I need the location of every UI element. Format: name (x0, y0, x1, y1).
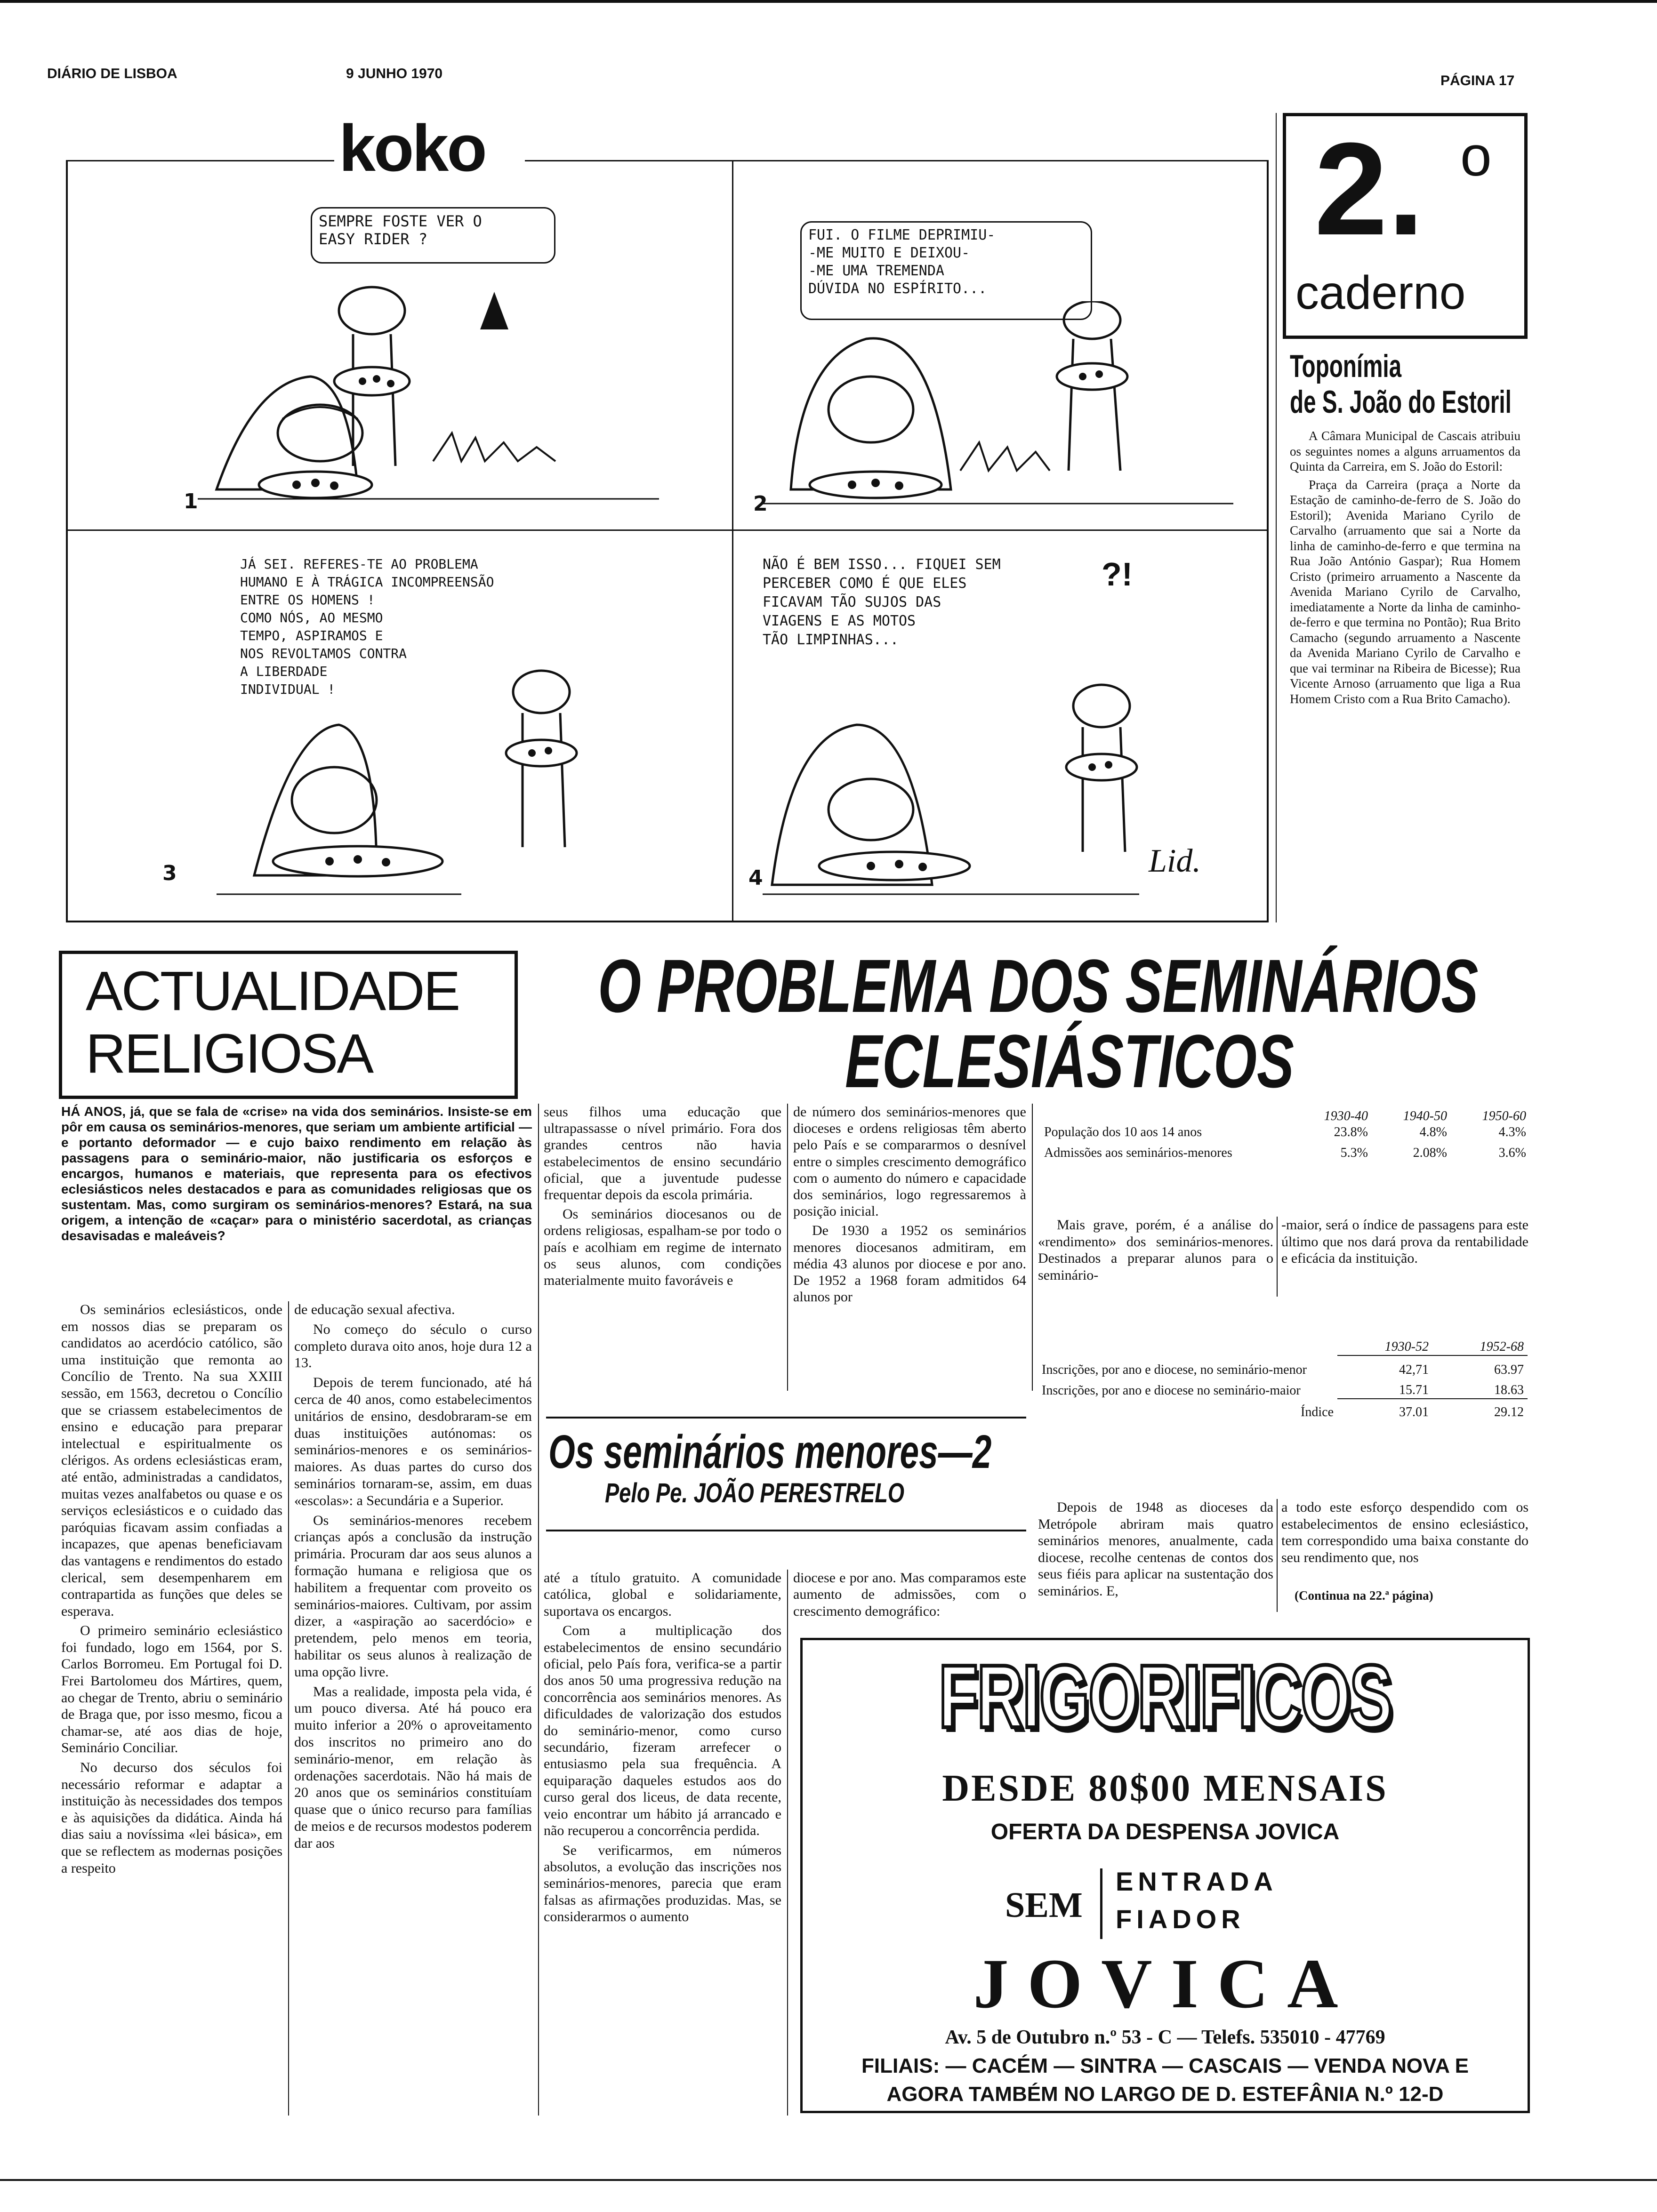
paragraph: Se verificarmos, em números absolutos, a evolução das inscrições nos seminários-menores, parecia que eram falsas as afirmações produzidas. Mas, se considerarmos o aumento (544, 1842, 781, 1925)
article-mid-right: -maior, será o índice de passagens para este último que nos dará prova da rentabilidade e eficácia da instituição. (1281, 1217, 1528, 1266)
newspaper-name: DIÁRIO DE LISBOA (47, 66, 177, 81)
ad-branches: FILIAIS: — CACÉM — SINTRA — CASCAIS — VENDA NOVA E (861, 2054, 1469, 2077)
table-header: 1930-52 (1337, 1339, 1432, 1355)
section-line-2: RELIGIOSA (86, 1023, 373, 1085)
speech-bubble: SEMPRE FOSTE VER O EASY RIDER ? (311, 207, 555, 264)
paragraph: O primeiro seminário eclesiástico foi fundado, logo em 1564, por S. Carlos Borromeu. Em Portugal foi D. Frei Bartolomeu dos Mártires, quem, ao chegar de Trento, abriu o seminário de Braga que, por isso mesmo, ficou a chamar-se, até aos dias de hoje, Seminário Conciliar. (61, 1623, 282, 1756)
article-headline-line-1: O PROBLEMA DOS SEMINÁRIOS (598, 944, 1479, 1028)
byline: Pelo Pe. JOÃO PERESTRELO (605, 1478, 905, 1508)
paragraph: No decurso dos séculos foi necessário reformar e adaptar a instituição às necessidades dos tempos e às aquisições da didática. Ainda há dias saiu a novíssima «lei básica», em que se reflectem as modernas posições a respeito (61, 1760, 282, 1876)
cell: 23.8% (1334, 1125, 1368, 1139)
cell: 4.3% (1498, 1125, 1526, 1139)
ad-store-name: JOVICA (973, 1945, 1357, 2023)
caderno-number: 2. (1314, 116, 1424, 263)
caderno-box (1283, 113, 1528, 339)
row-label: População dos 10 aos 14 anos (1044, 1125, 1202, 1139)
continued-note: (Continua na 22.ª página) (1295, 1588, 1433, 1603)
row-label: Inscrições, por ano e diocese no seminário-maior (1042, 1383, 1301, 1398)
paragraph: De 1930 a 1952 os seminários menores diocesanos admitiram, em média 43 alunos por diocese e por ano. De 1952 a 1968 foram admitidos 64 alunos por (793, 1223, 1026, 1305)
article-column-4-top (793, 1104, 1026, 1308)
toponimia-title-line-1: Toponímia (1290, 348, 1402, 384)
speech-text: NÃO É BEM ISSO... FIQUEI SEM PERCEBER COMO É QUE ELES FICAVAM TÃO SUJOS DAS VIAGENS E AS MOTOS TÃO LIMPINHAS... (763, 556, 1001, 648)
ad-brand: FRIGORIFICOS (938, 1647, 1392, 1747)
toponimia-title-line-2: de S. João do Estoril (1290, 384, 1512, 420)
paragraph: seus filhos uma educação que ultrapassasse o nível primário. Fora dos grandes centros não havia estabelecimentos de ensino secundário oficial, que a juventude pudesse frequentar depois da escola primária. (544, 1104, 781, 1203)
article-headline-line-2: ECLESIÁSTICOS (845, 1019, 1294, 1103)
table-header: 1940-50 (1403, 1109, 1447, 1123)
panel-number: 1 (184, 489, 198, 513)
comic-title: koko (339, 111, 485, 185)
article-bottom-left: Depois de 1948 as dioceses da Metrópole abriram mais quatro seminários menores, anualmente, cada diocese, recolhe centenas de contos dos seus fiéis para aplicar na sustentação dos seminários. E, (1038, 1499, 1273, 1599)
table-header: 1952-68 (1432, 1339, 1528, 1355)
caveman-scene-illustration (198, 659, 668, 904)
stats-table-1 (1040, 1108, 1530, 1161)
row-label: Admissões aos seminários-menores (1044, 1146, 1232, 1160)
table-row (1040, 1124, 1530, 1140)
cell: 4.8% (1419, 1125, 1447, 1139)
panel-number: 2 (753, 492, 768, 516)
cell: 18.63 (1494, 1383, 1524, 1397)
caveman-scene-illustration (763, 301, 1252, 518)
ad-address: Av. 5 de Outubro n.º 53 - C — Telefs. 535010 - 47769 (945, 2027, 1385, 2048)
paragraph: diocese e por ano. Mas comparamos este aumento de admissões, com o crescimento demográfico: (793, 1570, 1026, 1619)
cell: 29.12 (1432, 1399, 1528, 1420)
paragraph: Com a multiplicação dos estabelecimentos de ensino secundário oficial, pelo País fora, verifica-se a partir dos anos 50 uma progressiva redução na concorrência aos seminários menores. As dificuldades de valorização dos estudos do seminário-menor, como curso secundário, fizeram arrefecer o entusiasmo pela sua frequência. A equiparação daqueles estudos aos do curso geral dos liceus, de data recente, veio encontrar um hábito já arrancado e não recuperou a concorrência perdida. (544, 1623, 781, 1839)
paragraph: de número dos seminários-menores que dioceses e ordens religiosas têm aberto pelo País e se compararmos o desnível entre o simples crescimento demográfico com o aumento do número e capacidade dos seminários, logo regressaremos à posição inicial. (793, 1104, 1026, 1219)
table-row (1038, 1399, 1528, 1420)
cell: 42,71 (1399, 1362, 1429, 1377)
cell: 37.01 (1337, 1399, 1432, 1420)
artist-signature: Lid. (1149, 843, 1201, 879)
caveman-scene-illustration (198, 264, 668, 518)
page-number: PÁGINA 17 (1440, 73, 1515, 88)
ad-also: AGORA TAMBÉM NO LARGO DE D. ESTEFÂNIA N.º 12-D (886, 2083, 1444, 2106)
caderno-degree: o (1460, 125, 1492, 188)
table-header: 1930-40 (1324, 1109, 1368, 1123)
caderno-label: caderno (1295, 266, 1466, 319)
article-column-1 (61, 1301, 282, 1879)
ad-fiador: FIADOR (1116, 1904, 1245, 1934)
toponimia-title (1290, 348, 1512, 420)
article-column-3-bottom (544, 1570, 781, 1928)
article-column-3-top (544, 1104, 781, 1291)
speech-bubble: FUI. O FILME DEPRIMIU- -ME MUITO E DEIXOU- -ME UMA TREMENDA DÚVIDA NO ESPÍRITO... (800, 221, 1092, 320)
paragraph: No começo do século o curso completo durava oito anos, hoje dura 12 a 13. (294, 1321, 532, 1371)
paragraph: de educação sexual afectiva. (294, 1302, 455, 1317)
paragraph: Depois de terem funcionado, até há cerca de 40 anos, como estabelecimentos unitários de ensino, desdobraram-se em duas instituições autónomas: os seminários-menores e os seminários-maiores. As duas partes do curso dos seminários tornaram-se, assim, em duas «escolas»: a Secundária e a Superior. (294, 1375, 532, 1508)
reply-text: ?! (1102, 556, 1133, 593)
table-header: 1950-60 (1482, 1109, 1526, 1123)
paragraph: Mas a realidade, imposta pela vida, é um pouco diversa. Até há pouco era muito inferior a 20% o aproveitamento dos inscritos no primeiro ano do seminário-menor, em relação às ordenações sacerdotais. Não há mais de 20 anos que os seminários constituíam quase que o único recurso para famílias de meios e de recursos modestos poderem dar aos (294, 1683, 532, 1851)
article-column-4-bottom (793, 1570, 1026, 1622)
panel-number: 4 (748, 866, 763, 890)
article-mid-left: Mais grave, porém, é a análise do «rendimento» dos seminários-menores. Destinados a preparar alunos para o seminário- (1038, 1217, 1273, 1283)
ad-price: DESDE 80$00 MENSAIS (942, 1768, 1388, 1809)
panel-number: 3 (162, 861, 177, 885)
cell: 5.3% (1340, 1146, 1368, 1160)
ad-offer: OFERTA DA DESPENSA JOVICA (990, 1819, 1340, 1844)
table-row (1040, 1140, 1530, 1161)
sub-headline: Os seminários menores—2 (548, 1426, 992, 1478)
cell: 2.08% (1413, 1146, 1447, 1160)
advertisement (800, 1638, 1530, 2113)
table-row (1038, 1378, 1528, 1399)
article-column-2 (294, 1301, 532, 1855)
cell: 63.97 (1494, 1362, 1524, 1377)
row-label: Inscrições, por ano e diocese, no seminário-menor (1042, 1362, 1307, 1377)
paragraph: até a título gratuito. A comunidade católica, global e solidariamente, suportava os encargos. (544, 1570, 781, 1619)
row-label: Índice (1301, 1405, 1334, 1419)
table-row (1038, 1355, 1528, 1378)
article-bottom-right: a todo este esforço despendido com os estabelecimentos de ensino eclesiástico, tem correspondido uma baixa constante do seu rendimento que, nos (1281, 1499, 1528, 1565)
paragraph: Os seminários diocesanos ou de ordens religiosas, espalham-se por todo o país e acolhiam em regime de internato os seus alunos, com condições materialmente muito favoráveis e (544, 1206, 781, 1289)
article-lead: HÁ ANOS, já, que se fala de «crise» na vida dos seminários. Insiste-se em pôr em causa os seminários-menores, que seriam um ambiente artificial — e portanto deformador — e cujo baixo rendimento em relação às passagens para o seminário-maior, não justificaria os esforços e encargos, humanos e materiais, que representa para os efectivos eclesiásticos neles destacados e para as comunidades religiosas que os sustentam. Mas, como surgiram os seminários-menores? Estará, na sua origem, a intenção de «caçar» para o ministério sacerdotal, as crianças desavisadas e maleáveis? (61, 1104, 532, 1243)
paragraph: Os seminários-menores recebem crianças após a conclusão da instrução primária. Procuram dar aos seus alunos a formação humana e religiosa que os habilitem a frequentar com proveito os seminários-maiores. Cultivam, por assim dizer, a «aspiração ao sacerdócio» e pretendem, pelo menos em teoria, habilitar os seus alunos à realização de uma opção livre. (294, 1512, 532, 1680)
issue-date: 9 JUNHO 1970 (346, 66, 443, 81)
paragraph: Os seminários eclesiásticos, onde em nossos dias se preparam os candidatos ao acerdócio católico, são uma instituição que remonta ao Concílio de Trento. Na sua XXIII sessão, em 1563, decretou o Concílio que se criassem estabelecimentos de ensino e educação para preparar intelectual e espiritualmente os clérigos. As ordens eclesiásticas eram, até então, administradas a candidatos, muitas vezes analfabetos ou quase e os serviços eclesiásticos e o cuidado das paróquias ficavam assim confiadas a incapazes, que apenas beneficiavam das vantagens e rendimentos do estado clerical, sem desempenharem em contrapartida as funções que deles se esperava. (61, 1302, 282, 1619)
paragraph: A Câmara Municipal de Cascais atribuiu os seguintes nomes a alguns arruamentos da Quinta da Carreira, em S. João do Estoril: (1290, 429, 1520, 473)
section-box (59, 951, 518, 1099)
stats-table-2 (1038, 1339, 1528, 1420)
speech-text: JÁ SEI. REFERES-TE AO PROBLEMA HUMANO E À TRÁGICA INCOMPREENSÃO ENTRE OS HOMENS ! COMO NÓS, AO MESMO TEMPO, ASPIRAMOS E NOS REVOLTAMOS CONTRA A LIBERDADE INDIVIDUAL ! (240, 556, 494, 697)
section-line-1: ACTUALIDADE (86, 960, 459, 1022)
cell: 3.6% (1498, 1146, 1526, 1160)
toponimia-body (1290, 428, 1520, 709)
ad-entrada: ENTRADA (1116, 1867, 1278, 1896)
paragraph: Praça da Carreira (praça a Norte da Estação de caminho-de-ferro de S. João do Estoril); Avenida Mariano Cyrilo de Carvalho (arruamento que sai a Norte da linha de caminho-de-ferro e que termina na Rua João António Gaspar); Rua Homem Cristo (primeiro arruamento a Nascente da Avenida Mariano Cyrilo de Carvalho, imediatamente a Norte da linha de caminho-de-ferro e que termina no Pontão); Rua Brito Camacho (segundo arruamento a Nascente da Avenida Mariano Cyrilo de Carvalho e que vai terminar na Ribeira de Bicesse); Rua Vicente Arnoso (arruamento que liga a Rua Homem Cristo com a Rua Brito Camacho). (1290, 477, 1520, 706)
cell: 15.71 (1399, 1383, 1429, 1397)
ad-sem: SEM (1005, 1885, 1083, 1925)
